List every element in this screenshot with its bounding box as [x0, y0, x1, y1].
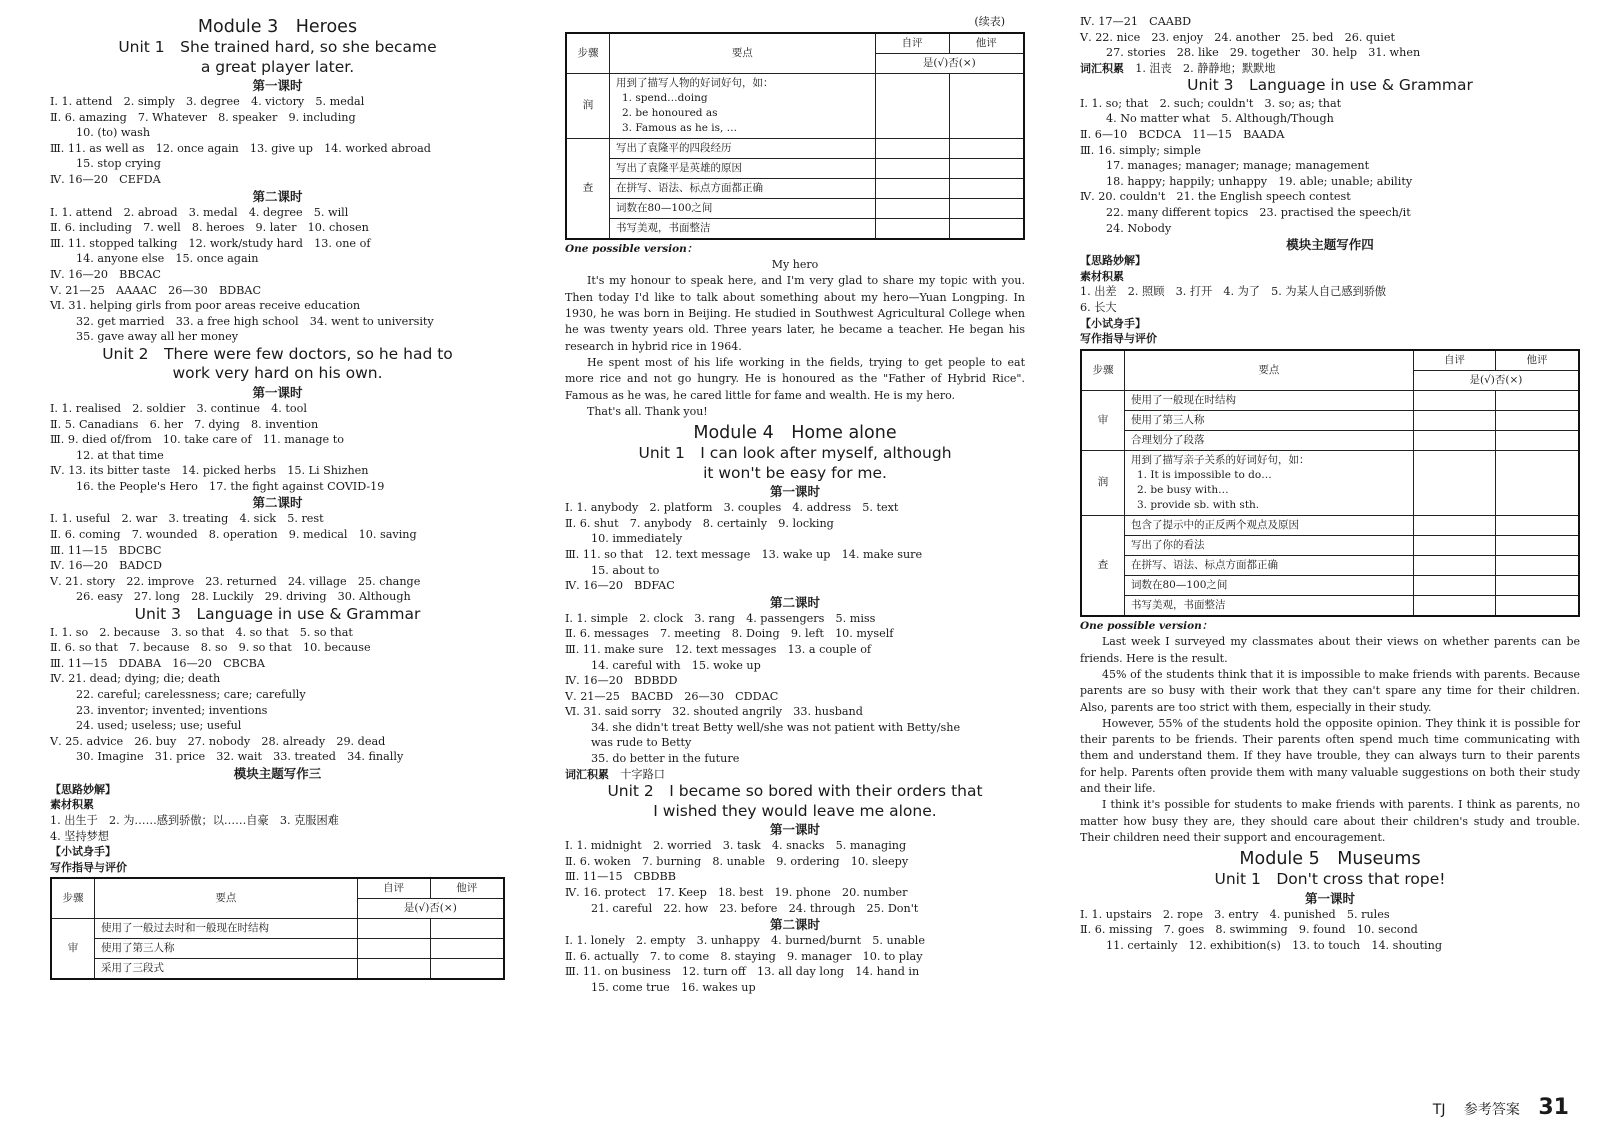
answers-block: Ⅰ. 1. realised 2. soldier 3. continue 4. tool Ⅱ. 5. Canadians 6. her 7. dying 8. invention Ⅲ. 9. died of/from 10. take care of 11. manage to 12. at that time Ⅳ. 13. its bitter taste 14. picked herbs 15. Li Shizhen 16. the People's Hero 17. the fight against COVID-19 [50, 401, 385, 493]
unit-2-title: Unit 2 I became so bored with their orders that I wished they would leave me alone. [607, 782, 983, 820]
writing-4-heading: 模块主题写作四 [1286, 237, 1374, 253]
unit-3-title: Unit 3 Language in use & Grammar [134, 605, 421, 624]
evaluation-table: 步骤 要点 自评 他评 是(√)否(×) 审 使用了一般现在时结构 使用了第三人称 合理划分了段落 润 用到了描写亲子关系的好词好句，如： 1. It is impossible to do… 2. be busy with… 3. provide sb. with sth. 查 包含了提示中的正反两个观点及原因 写出了你的看法 在拼写、语法、标点方面都正确 词数在80—100之间 书写美观，书面整洁 [1080, 349, 1580, 617]
column-middle [565, 14, 1025, 1118]
column-left [50, 14, 505, 1118]
sample-essay: Last week I surveyed my classmates about their views on whether parents can be friends. Here is the result. 45% of the students think that it is impossible to make friends with parents. Because parents are so busy with their work that they can't spare any time for their children. Also, parents are too strict with them, especially in their study. However, 55% of the students hold the opposite opinion. They think it is possible for their parents to be friends. Their parents often spend much time communicating with them and understand them. If they have trouble, they can always turn to their parents for help. Parents often provide them with many valuable suggestions on both their study and their life. I think it's possible for students to make friends with parents. I think as parents, no matter how busy they are, they should care about their children's study and trouble. Their children need their support and encouragement. [1080, 635, 1580, 844]
lesson-1-heading: 第一课时 [1304, 890, 1355, 906]
answers-block: Ⅰ. 1. attend 2. abroad 3. medal 4. degree 5. will Ⅱ. 6. including 7. well 8. heroes 9. later 10. chosen Ⅲ. 11. stopped talking 12. work/study hard 13. one of 14. anyone else 15. once again Ⅳ. 16—20 BBCAC Ⅴ. 21—25 AAAAC 26—30 BDBAC Ⅵ. 31. helping girls from poor areas receive education 32. get married 33. a free high school 34. went to university 35. gave away all her money [50, 205, 434, 344]
sample-label: One possible version： [1080, 619, 1213, 632]
page-number: 31 [1538, 1095, 1569, 1120]
lesson-1-heading: 第一课时 [252, 78, 303, 93]
answers-block: Ⅰ. 1. lonely 2. empty 3. unhappy 4. burned/burnt 5. unable Ⅱ. 6. actually 7. to come 8. staying 9. manager 10. to play Ⅲ. 11. on business 12. turn off 13. all day long 14. hand in 15. come true 16. wakes up [565, 934, 925, 994]
writing-3-heading: 模块主题写作三 [233, 765, 322, 781]
answers-block: Ⅰ. 1. attend 2. simply 3. degree 4. victory 5. medal Ⅱ. 6. amazing 7. Whatever 8. speaker 9. including 10. (to) wash Ⅲ. 11. as well as 12. once again 13. give up 14. worked abroad 15. stop crying Ⅳ. 16—20 CEFDA [50, 95, 431, 186]
evaluation-table: 步骤 要点 自评 他评 是(√)否(×) 润 用到了描写人物的好词好句，如： 1. spend…doing 2. be honoured as 3. Famous as he is, … 查 写出了袁隆平的四段经历 写出了袁隆平是英雄的原因 在拼写、语法、标点方面都正确 词数在80—100之间 书写美观，书面整洁 [565, 32, 1025, 240]
lesson-2-heading: 第二课时 [252, 495, 303, 511]
answers-block: Ⅰ. 1. anybody 2. platform 3. couples 4. address 5. text Ⅱ. 6. shut 7. anybody 8. certainly 9. locking 10. immediately Ⅲ. 11. so that 12. text message 13. wake up 14. make sure 15. about to Ⅳ. 16—20 BDFAC [565, 501, 923, 593]
answers-block: Ⅰ. 1. simple 2. clock 3. rang 4. passengers 5. miss Ⅱ. 6. messages 7. meeting 8. Doing 9. left 10. myself Ⅲ. 11. make sure 12. text messages 13. a couple of 14. careful with 15. woke up Ⅳ. 16—20 BDBDD Ⅴ. 21—25 BACBD 26—30 CDDAC Ⅵ. 31. said sorry 32. shouted angrily 33. husband 34. she didn't treat Betty well/she was not patient with Betty/she was rude to Betty 35. do better in the future 词汇积累 十字路口 [565, 611, 961, 781]
writing-notes: 【思路妙解】 素材积累 1. 出生于 2. 为……感到骄傲；以……自豪 3. 克服困难 4. 坚持梦想 【小试身手】 写作指导与评价 [50, 782, 339, 874]
unit-3-title: Unit 3 Language in use & Grammar [1187, 76, 1473, 95]
lesson-1-heading: 第一课时 [252, 384, 303, 400]
unit-1-title: Unit 1 I can look after myself, although it won't be easy for me. [638, 444, 952, 482]
writing-notes: 【思路妙解】 素材积累 1. 出差 2. 照顾 3. 打开 4. 为了 5. 为某人自己感到骄傲 6. 长大 【小试身手】 写作指导与评价 [1080, 254, 1387, 346]
unit-1-title: Unit 1 Don't cross that rope! [1214, 870, 1446, 889]
edition-code: TJ [1432, 1102, 1446, 1118]
answers-block: Ⅰ. 1. midnight 2. worried 3. task 4. snacks 5. managing Ⅱ. 6. woken 7. burning 8. unable 9. ordering 10. sleepy Ⅲ. 11—15 CBDBB Ⅳ. 16. protect 17. Keep 18. best 19. phone 20. number 21. careful 22. how 23. before 24. through 25. Don't [565, 839, 919, 915]
lesson-1-heading: 第一课时 [769, 484, 820, 500]
evaluation-table: 步骤 要点 自评 他评 是(√)否(×) 审 使用了一般过去时和一般现在时结构 使用了第三人称 采用了三段式 [50, 877, 505, 980]
answers-block: Ⅰ. 1. so; that 2. such; couldn't 3. so; as; that 4. No matter what 5. Although/Though Ⅱ. 6—10 BCDCA 11—15 BAADA Ⅲ. 16. simply; simple 17. manages; manager; manage; management 18. happy; happily; unhappy 19. able; unable; ability Ⅳ. 20. couldn't 21. the English speech contest 22. many different topics 23. practised the speech/it 24. Nobody [1080, 96, 1413, 235]
answers-block: Ⅰ. 1. upstairs 2. rope 3. entry 4. punished 5. rules Ⅱ. 6. missing 7. goes 8. swimming 9. found 10. second 11. certainly 12. exhibition(s) 13. to touch 14. shouting [1080, 907, 1442, 952]
sample-label: One possible version： [565, 242, 698, 255]
lesson-2-heading: 第二课时 [769, 917, 820, 933]
module-5-title: Module 5 Museums [1239, 849, 1421, 870]
page-footer [1419, 1095, 1569, 1120]
lesson-1-heading: 第一课时 [769, 822, 820, 838]
column-right [1080, 14, 1580, 1118]
module-4-title: Module 4 Home alone [693, 423, 897, 444]
footer-label: 参考答案 [1463, 1102, 1520, 1118]
answers-block: Ⅰ. 1. so 2. because 3. so that 4. so that 5. so that Ⅱ. 6. so that 7. because 8. so 9. so that 10. because Ⅲ. 11—15 DDABA 16—20 CBCBA Ⅳ. 21. dead; dying; die; death 22. careful; carelessness; care; carefully 23. inventor; invented; inventions 24. used; useless; use; useful Ⅴ. 25. advice 26. buy 27. nobody 28. already 29. dead 30. Imagine 31. price 32. wait 33. treated 34. finally [50, 625, 404, 764]
sample-essay: My hero It's my honour to speak here, and I'm very glad to share my topic with you. Then today I'd like to talk about something about my hero—Yuan Longping. In 1930, he was born in Beijing. He studied in Southwest Agricultural College when he was twenty years old. Three years later, he became a teacher. He began his research in hybrid rice in 1964. He spent most of his life working in the fields, trying to get people to eat more rice and not go hungry. He is honoured as the "Father of Hybrid Rice". Famous as he was, he cared little for fame and wealth. He is my hero. That's all. Thank you! [565, 258, 1025, 418]
answers-block: Ⅳ. 17—21 CAABD Ⅴ. 22. nice 23. enjoy 24. another 25. bed 26. quiet 27. stories 28. like 29. together 30. help 31. when 词汇积累 1. 沮丧 2. 静静地；默默地 [1080, 15, 1421, 75]
answers-block: Ⅰ. 1. useful 2. war 3. treating 4. sick 5. rest Ⅱ. 6. coming 7. wounded 8. operation 9. medical 10. saving Ⅲ. 11—15 BDCBC Ⅳ. 16—20 BADCD Ⅴ. 21. story 22. improve 23. returned 24. village 25. change 26. easy 27. long 28. Luckily 29. driving 30. Although [50, 512, 421, 604]
continued-label: (续表) [974, 15, 1005, 28]
lesson-2-heading: 第二课时 [252, 188, 303, 204]
unit-2-title: Unit 2 There were few doctors, so he had to work very hard on his own. [102, 344, 453, 383]
lesson-2-heading: 第二课时 [769, 594, 820, 610]
unit-1-title: Unit 1 She trained hard, so she became a great player later. [118, 38, 437, 76]
module-3-title: Module 3 Heroes [197, 17, 358, 37]
